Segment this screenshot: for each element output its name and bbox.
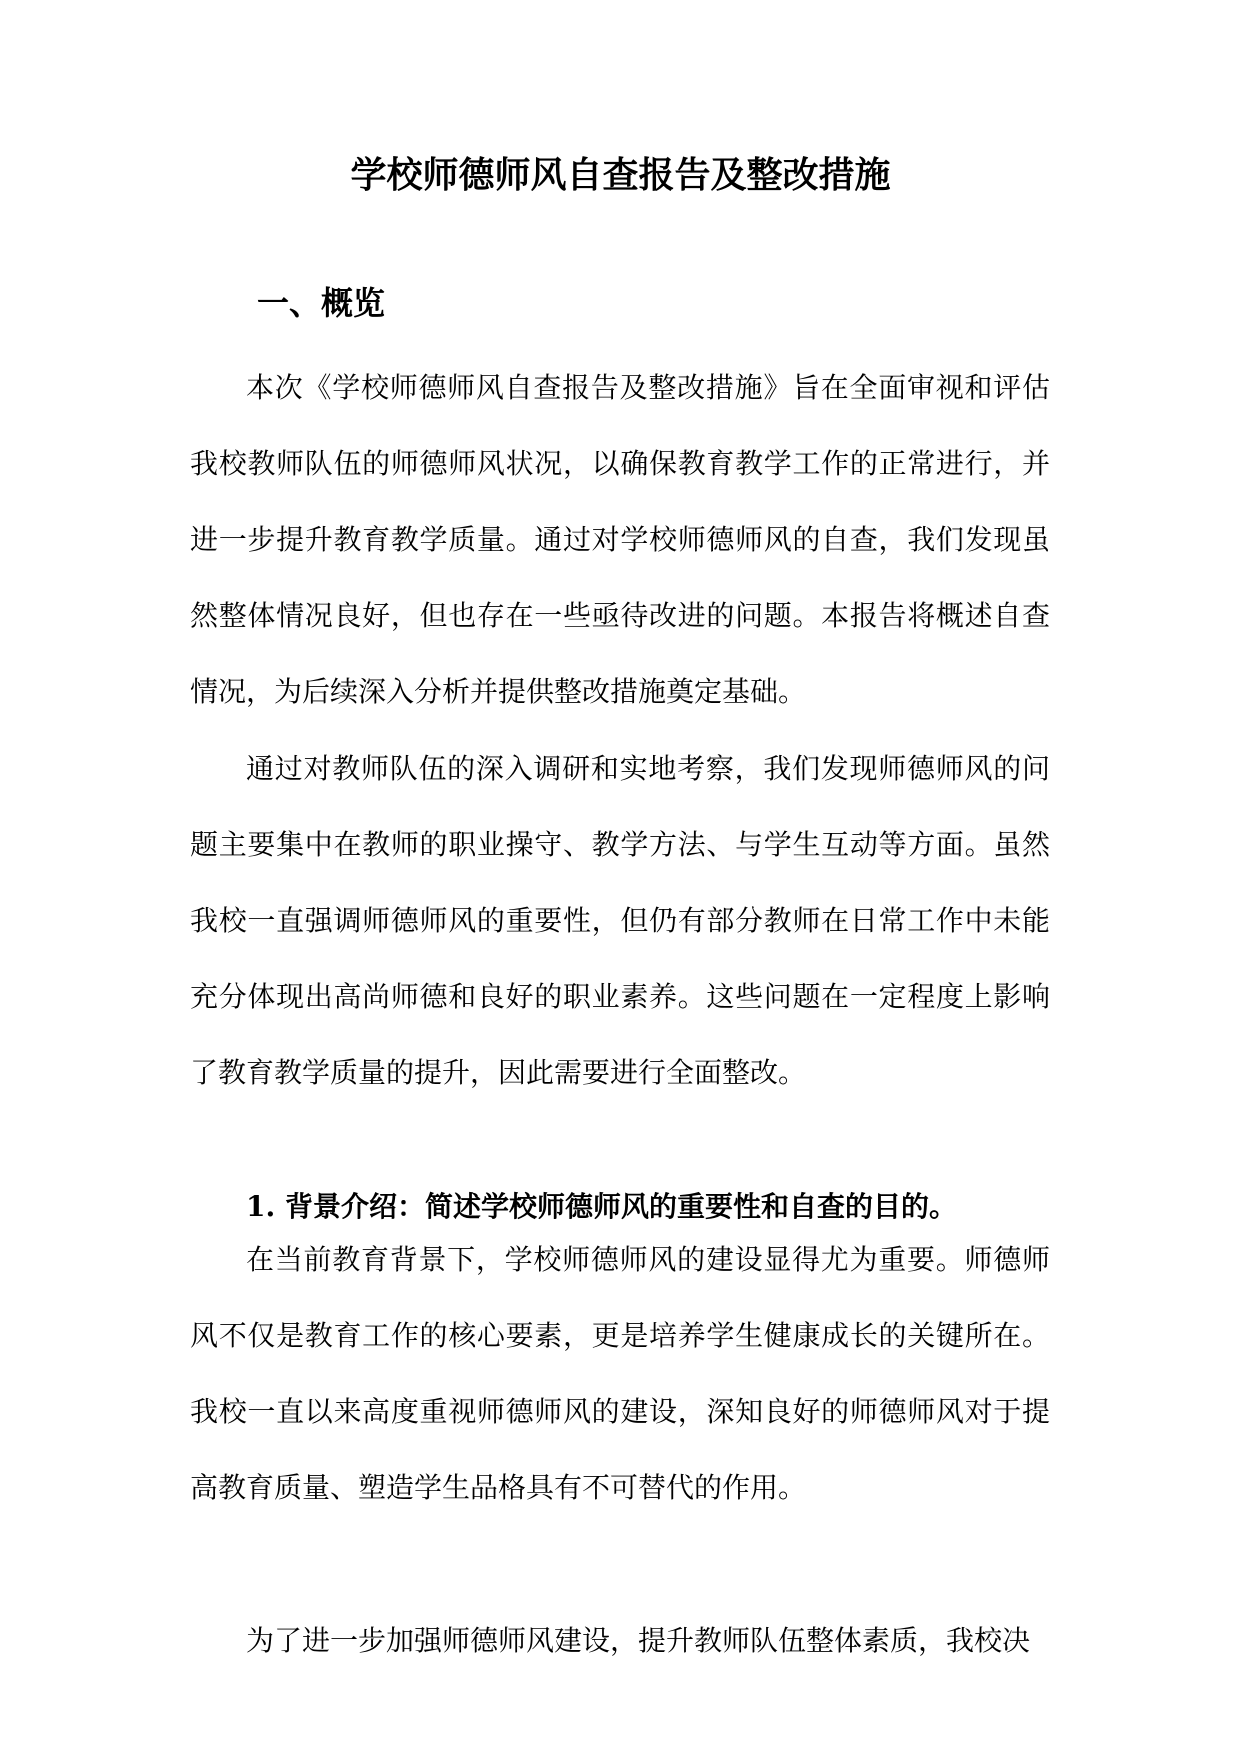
subheading-background: 1. 背景介绍：简述学校师德师风的重要性和自查的目的。	[246, 1190, 957, 1223]
section-heading-overview: 一、概览	[257, 284, 386, 322]
paragraph-overview-1: 本次《学校师德师风自查报告及整改措施》旨在全面审视和评估我校教师队伍的师德师风状况，以确保教育教学工作的正常进行，并进一步提升教育教学质量。通过对学校师德师风的自查，我们发现虽然整体情况良好，但也存在一些亟待改进的问题。本报告将概述自查情况，为后续深入分析并提供整改措施奠定基础。	[190, 371, 1050, 708]
document-title: 学校师德师风自查报告及整改措施	[350, 154, 891, 196]
paragraph-background-2: 为了进一步加强师德师风建设，提升教师队伍整体素质，我校决	[246, 1624, 1031, 1657]
paragraph-background-1: 在当前教育背景下，学校师德师风的建设显得尤为重要。师德师风不仅是教育工作的核心要素，更是培养学生健康成长的关键所在。我校一直以来高度重视师德师风的建设，深知良好的师德师风对于提高教育质量、塑造学生品格具有不可替代的作用。	[190, 1243, 1050, 1504]
paragraph-overview-2: 通过对教师队伍的深入调研和实地考察，我们发现师德师风的问题主要集中在教师的职业操守、教学方法、与学生互动等方面。虽然我校一直强调师德师风的重要性，但仍有部分教师在日常工作中未能充分体现出高尚师德和良好的职业素养。这些问题在一定程度上影响了教育教学质量的提升，因此需要进行全面整改。	[190, 752, 1050, 1089]
